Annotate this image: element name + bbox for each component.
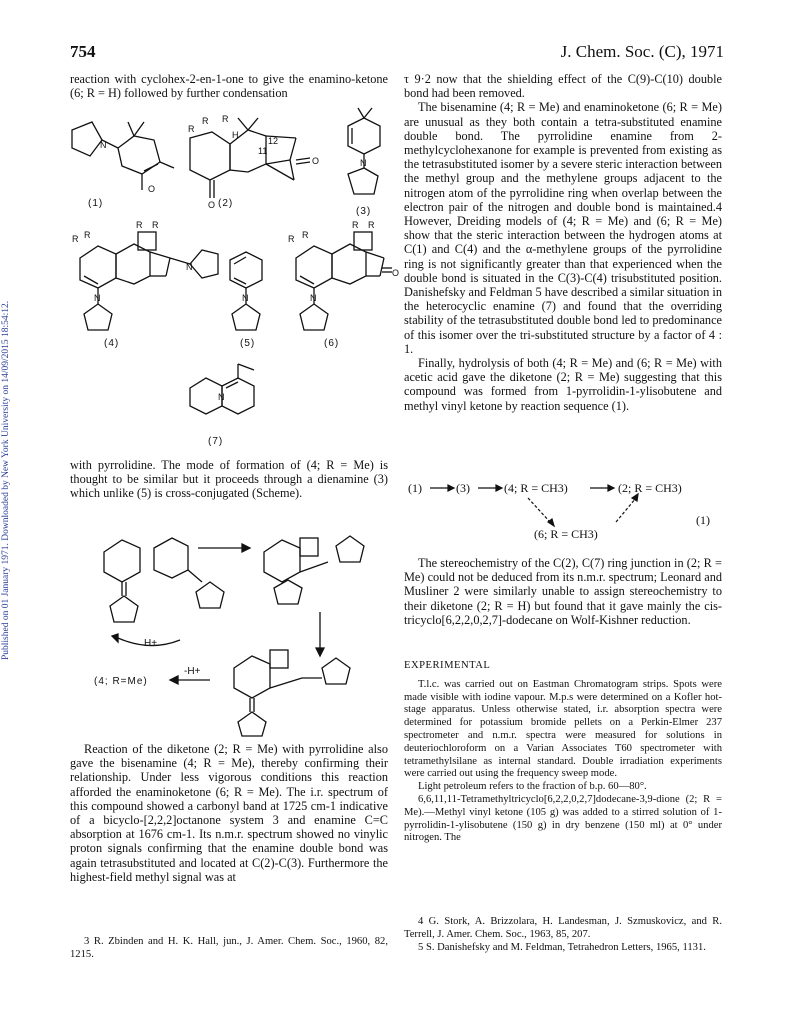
svg-text:N: N <box>94 293 101 303</box>
paragraph: The stereochemistry of the C(2), C(7) ring junction in (2; R = Me) could not be deduced from its n.m.r. spectrum; Leonard and Musliner 2 were similarly unable to assign stereochemistry to their diketone (2; R = H) but found that it gave mainly the cis-tricyclo[6,2,2,0,2,7]-dodecane on Wolf-Kishner reduction. <box>404 556 722 627</box>
paragraph: τ 9·2 now that the shielding effect of the C(9)-C(10) double bond had been removed. <box>404 72 722 101</box>
footnote-3 <box>70 936 388 962</box>
svg-text:N: N <box>186 262 193 272</box>
svg-text:R: R <box>302 230 309 240</box>
svg-text:R: R <box>72 234 79 244</box>
minus-h-plus-label: -H+ <box>184 666 201 677</box>
paragraph: T.l.c. was carried out on Eastman Chromatogram strips. Spots were made visible with iodine vapour. M.p.s were determined on a Kofler hot-stage apparatus. Unless otherwise stated, i.r. absorption spectra were determined for potassium bromide pellets on a Perkin-Elmer 237 spectrometer and n.m.r. spectra were measured for solutions in deuteriochloroform on a Varian Associates T60 spectrometer with tetramethylsilane as internal standard. Double irradiation experiments were carried out using the frequency sweep mode. <box>404 678 722 780</box>
svg-text:H: H <box>232 130 239 140</box>
svg-text:O: O <box>208 200 216 210</box>
h-plus-label: H+ <box>144 638 158 649</box>
left-paragraph-2 <box>70 458 388 501</box>
svg-text:R: R <box>136 220 143 230</box>
reaction-sequence <box>404 476 722 548</box>
svg-text:O: O <box>148 184 156 194</box>
svg-text:N: N <box>218 392 225 402</box>
experimental-heading: EXPERIMENTAL <box>404 660 491 671</box>
left-intro <box>70 72 388 100</box>
paragraph: with pyrrolidine. The mode of formation of (4; R = Me) is thought to be similar but it proceeds through a dienamine (3) which unlike (5) is cross-conjugated (Scheme). <box>70 458 388 501</box>
paragraph: The bisenamine (4; R = Me) and enaminoketone (6; R = Me) are unusual as they both contain a tetra-substituted enamine double bond. The pyrrolidine enamine from 2-methylcyclohexanone for example is prevented from existing as the tetrasubstituted isomer by a severe steric interaction between the methyl group and the methylene groups adjacent to the nitrogen atom of the pyrrolidine ring when overlap between the electron pair of the nitrogen and double bond is maintained.4 However, Dreiding models of (4; R = Me) and (6; R = Me) show that the steric interaction between the hydrogen atoms at C(1) and C(4) and the α-methylene groups of the pyrrolidine ring is not significantly greater than that experienced when the double bond is situated in the C(3)-C(4) trisubstituted position. Danishefsky and Feldman 5 have described a similar situation in the heterocyclic enamine (7) and found that the overriding stability of the tetrasubstituted double bond led to predominance of this isomer over the tri-substituted structure by a factor of 4 : 1. <box>404 100 722 356</box>
label-2: (2) <box>218 198 234 209</box>
structures-figure <box>62 108 400 458</box>
journal-citation: J. Chem. Soc. (C), 1971 <box>560 42 724 61</box>
seq-start: (1) <box>408 481 422 495</box>
footnote: 3 R. Zbinden and H. K. Hall, jun., J. Amer. Chem. Soc., 1960, 82, 1215. <box>70 936 388 960</box>
svg-text:R: R <box>152 220 159 230</box>
svg-text:R: R <box>288 234 295 244</box>
seq-bisenamine: (4; R = CH3) <box>504 481 568 495</box>
svg-text:R: R <box>188 124 195 134</box>
structure-3 <box>348 108 380 194</box>
svg-text:12: 12 <box>268 136 279 146</box>
structure-5 <box>230 252 262 330</box>
publication-sidebar <box>1 200 19 660</box>
paragraph: reaction with cyclohex-2-en-1-one to give the enamino-ketone (6; R = H) followed by further condensation <box>70 72 388 101</box>
structure-4 <box>80 232 218 330</box>
label-5: (5) <box>240 338 256 349</box>
experimental-section <box>404 660 722 845</box>
page-number: 754 <box>70 42 96 61</box>
label-4: (4) <box>104 338 120 349</box>
seq-dienamine: (3) <box>456 481 470 495</box>
svg-text:N: N <box>310 293 317 303</box>
svg-text:R: R <box>368 220 375 230</box>
svg-text:R: R <box>84 230 91 240</box>
label-1: (1) <box>88 198 104 209</box>
label-6: (6) <box>324 338 340 349</box>
structure-2 <box>190 118 310 198</box>
seq-diketone: (2; R = CH3) <box>618 481 682 495</box>
svg-text:R: R <box>352 220 359 230</box>
footnotes-right <box>404 916 722 954</box>
scheme-label: (4; R=Me) <box>94 676 148 687</box>
label-7: (7) <box>208 436 224 447</box>
svg-text:O: O <box>312 156 320 166</box>
paragraph: Reaction of the diketone (2; R = Me) with pyrrolidine also gave the bisenamine (4; R = Me), thereby confirming their relationship. Under less vigorous conditions this reaction afforded the enaminoketone (6; R = Me). The i.r. spectrum of this compound showed a carbonyl band at 1725 cm-1 indicative of a bicyclo-[2,2,2]octanone system 3 and enamine C=C absorption at 1676 cm-1. Its n.m.r. spectrum showed no vinylic proton signals confirming that the enamine double bond was again tetrasubstituted and located at C(2)-C(3). Furthermore the highest-field methyl signal was at <box>70 742 388 884</box>
label-3: (3) <box>356 206 372 217</box>
nitrogen-label: N <box>100 140 107 150</box>
paragraph: Finally, hydrolysis of both (4; R = Me) and (6; R = Me) with acetic acid gave the diketone (2; R = Me) suggesting that this compound was formed from 1-pyrrolidin-1-ylisobutene and methyl vinyl ketone by reaction sequence (1). <box>404 356 722 413</box>
svg-text:R: R <box>222 114 229 124</box>
svg-text:O: O <box>392 268 400 278</box>
equation-number: (1) <box>696 513 710 527</box>
right-column-mid <box>404 556 722 627</box>
svg-text:11: 11 <box>258 146 268 156</box>
paragraph: 6,6,11,11-Tetramethyltricyclo[6,2,2,0,2,7]dodecane-3,9-dione (2; R = Me).—Methyl vinyl ketone (105 g) was added to a stirred solution of 1-pyrrolidin-1-ylisobutene (150 g) in dry benzene (150 ml) at 0° under nitrogen. The <box>404 793 722 844</box>
svg-text:R: R <box>202 116 209 126</box>
right-column-top <box>404 72 722 413</box>
footnote: 4 G. Stork, A. Brizzolara, H. Landesman, J. Szmuskovicz, and R. Terrell, J. Amer. Chem. Soc., 1963, 85, 207. <box>404 916 722 940</box>
structure-6 <box>296 232 392 330</box>
svg-text:N: N <box>242 293 249 303</box>
structure-1 <box>72 122 174 190</box>
left-paragraph-3 <box>70 742 388 884</box>
paragraph: Light petroleum refers to the fraction of b.p. 60—80°. <box>418 781 647 793</box>
seq-enaminoketone: (6; R = CH3) <box>534 527 598 541</box>
download-notice[interactable]: Published on 01 January 1971. Downloaded by New York University on 14/09/2015 18:54:12. <box>1 300 11 660</box>
structure-7 <box>190 364 254 414</box>
scheme-figure <box>84 522 394 732</box>
svg-text:N: N <box>360 158 367 168</box>
footnote: 5 S. Danishefsky and M. Feldman, Tetrahedron Letters, 1965, 1131. <box>418 941 706 953</box>
